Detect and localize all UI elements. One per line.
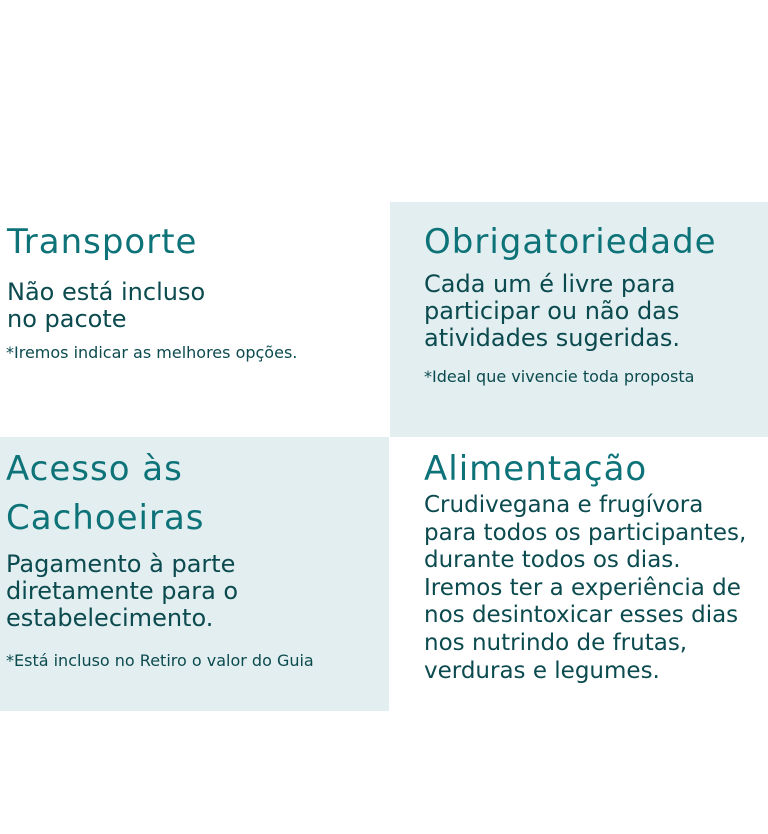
info-card-transporte [0, 202, 390, 437]
info-card-obrigatoriedade [390, 202, 768, 437]
card-body: Cada um é livre para participar ou não das atividades sugeridas. [424, 270, 681, 352]
info-card-acesso [0, 437, 389, 711]
card-title: Alimentação [424, 449, 648, 489]
card-note: *Ideal que vivencie toda proposta [424, 367, 695, 386]
card-note: *Está incluso no Retiro o valor do Guia [6, 651, 314, 670]
card-note: *Iremos indicar as melhores opções. [6, 343, 298, 362]
card-title: Acesso às Cachoeiras [6, 449, 205, 538]
info-card-alimentacao [389, 437, 768, 711]
card-body: Pagamento à parte diretamente para o estabelecimento. [6, 550, 239, 632]
card-body: Crudivegana e frugívora para todos os participantes, durante todos os dias. Iremos ter a experiência de nos desintoxicar esses dias nos nutrindo de frutas, verduras e legumes. [424, 492, 747, 684]
card-body: Não está incluso no pacote [7, 278, 206, 333]
card-title: Obrigatoriedade [424, 222, 717, 262]
card-title: Transporte [7, 222, 198, 262]
